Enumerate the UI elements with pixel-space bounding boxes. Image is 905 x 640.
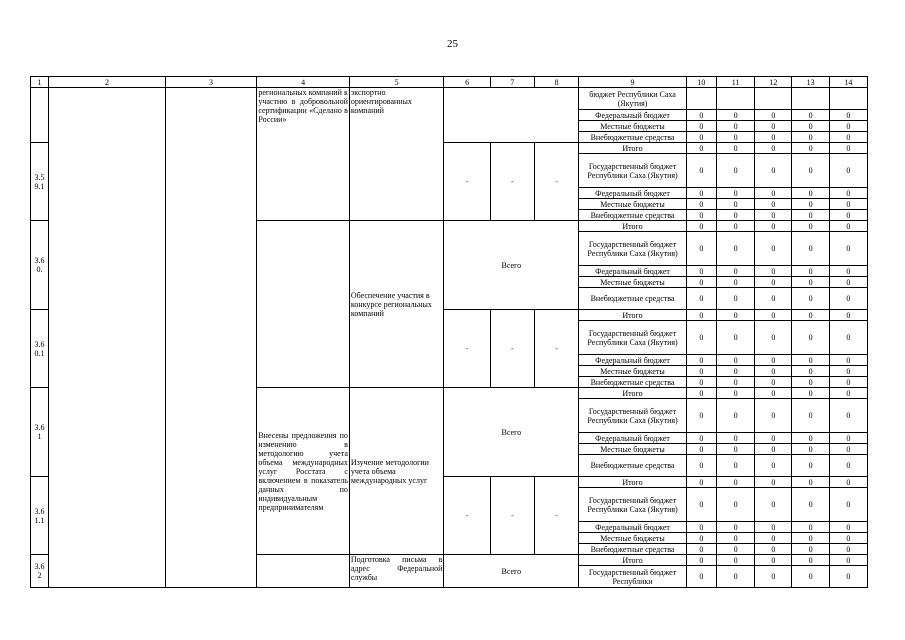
- item-code: 3.6 1.1: [31, 477, 49, 555]
- value-cell: 0: [755, 533, 792, 544]
- value-cell: 0: [829, 277, 867, 288]
- dash-cell: -: [534, 477, 578, 555]
- funding-source-cell: Итого: [579, 221, 687, 232]
- funding-source-cell: Федеральный бюджет: [579, 266, 687, 277]
- value-cell: 0: [829, 132, 867, 143]
- value-cell: 0: [755, 210, 792, 221]
- value-cell: 0: [686, 143, 716, 154]
- funding-source-cell: Федеральный бюджет: [579, 188, 687, 199]
- funding-source-cell: Внебюджетные средства: [579, 377, 687, 388]
- activity-text: экспортно ориентированных компаний: [349, 88, 444, 221]
- result-cell: [257, 555, 350, 588]
- value-cell: 0: [755, 555, 792, 566]
- value-cell: 0: [792, 310, 829, 321]
- value-cell: 0: [755, 399, 792, 433]
- funding-source-cell: Государственный бюджет Республики Саха (Якутия): [579, 399, 687, 433]
- value-cell: 0: [717, 288, 755, 310]
- value-cell: 0: [755, 221, 792, 232]
- column-number-2: 2: [49, 77, 166, 88]
- funding-source-cell: Итого: [579, 143, 687, 154]
- header-row: [31, 77, 868, 88]
- value-cell: 0: [717, 522, 755, 533]
- value-cell: 0: [717, 210, 755, 221]
- funding-source-cell: Государственный бюджет Республики: [579, 566, 687, 588]
- value-cell: 0: [686, 444, 716, 455]
- all-cell: Всего: [444, 555, 579, 588]
- column-number-6: 6: [444, 77, 490, 88]
- value-cell: 0: [792, 533, 829, 544]
- funding-source-cell: Государственный бюджет Республики Саха (Якутия): [579, 321, 687, 355]
- value-cell: 0: [792, 132, 829, 143]
- funding-source-cell: Государственный бюджет Республики Саха (Якутия): [579, 232, 687, 266]
- funding-source-cell: Местные бюджеты: [579, 199, 687, 210]
- value-cell: 0: [686, 377, 716, 388]
- value-cell: 0: [717, 132, 755, 143]
- value-cell: 0: [755, 544, 792, 555]
- value-cell: 0: [829, 199, 867, 210]
- value-cell: 0: [829, 366, 867, 377]
- funding-source-cell: Внебюджетные средства: [579, 455, 687, 477]
- dash-cell: -: [534, 143, 578, 221]
- value-cell: 0: [686, 277, 716, 288]
- value-cell: 0: [792, 522, 829, 533]
- item-code: 3.6 2: [31, 555, 49, 588]
- value-cell: 0: [792, 232, 829, 266]
- result-cell: [257, 221, 350, 388]
- table-cell: [444, 88, 579, 143]
- value-cell: 0: [717, 455, 755, 477]
- value-cell: 0: [755, 566, 792, 588]
- value-cell: 0: [686, 566, 716, 588]
- value-cell: 0: [829, 355, 867, 366]
- value-cell: 0: [829, 110, 867, 121]
- funding-source-cell: Федеральный бюджет: [579, 355, 687, 366]
- value-cell: [717, 88, 755, 110]
- column-number-12: 12: [755, 77, 792, 88]
- funding-source-cell: Государственный бюджет Республики Саха (Якутия): [579, 488, 687, 522]
- value-cell: 0: [755, 310, 792, 321]
- value-cell: 0: [686, 488, 716, 522]
- dash-cell: -: [490, 477, 534, 555]
- value-cell: 0: [717, 533, 755, 544]
- value-cell: 0: [755, 277, 792, 288]
- funding-source-cell: Внебюджетные средства: [579, 132, 687, 143]
- value-cell: 0: [717, 566, 755, 588]
- value-cell: 0: [829, 566, 867, 588]
- result-text: региональных компаний к участию в добровольной сертификации «Сделано в России»: [257, 88, 350, 221]
- value-cell: 0: [829, 377, 867, 388]
- column-number-7: 7: [490, 77, 534, 88]
- value-cell: 0: [755, 488, 792, 522]
- dash-cell: -: [490, 310, 534, 388]
- funding-source-cell: Внебюджетные средства: [579, 210, 687, 221]
- value-cell: 0: [717, 488, 755, 522]
- value-cell: 0: [686, 366, 716, 377]
- value-cell: 0: [686, 310, 716, 321]
- value-cell: 0: [686, 188, 716, 199]
- funding-source-cell: Федеральный бюджет: [579, 110, 687, 121]
- value-cell: 0: [717, 277, 755, 288]
- result-text: Внесены предложения по изменению в методологию учета объема международных услуг Росстата с включением в показатель данных по индивидуальным предпринимателям: [257, 388, 350, 555]
- funding-source-cell: Местные бюджеты: [579, 121, 687, 132]
- value-cell: 0: [686, 232, 716, 266]
- value-cell: 0: [686, 132, 716, 143]
- value-cell: 0: [792, 210, 829, 221]
- col3-cell: [165, 88, 257, 588]
- value-cell: 0: [717, 377, 755, 388]
- value-cell: 0: [686, 210, 716, 221]
- all-cell: Всего: [444, 221, 579, 310]
- activity-text: Подготовка письма в адрес Федеральной службы: [349, 555, 444, 588]
- value-cell: 0: [755, 321, 792, 355]
- value-cell: 0: [717, 555, 755, 566]
- value-cell: 0: [686, 221, 716, 232]
- value-cell: 0: [686, 154, 716, 188]
- value-cell: 0: [792, 188, 829, 199]
- value-cell: 0: [829, 221, 867, 232]
- value-cell: 0: [792, 321, 829, 355]
- funding-source-cell: Федеральный бюджет: [579, 433, 687, 444]
- value-cell: 0: [792, 377, 829, 388]
- value-cell: 0: [717, 321, 755, 355]
- column-number-5: 5: [349, 77, 444, 88]
- all-cell: Всего: [444, 388, 579, 477]
- value-cell: 0: [792, 221, 829, 232]
- value-cell: 0: [829, 188, 867, 199]
- activity-text: Изучение методологии учета объема международных услуг: [349, 388, 444, 555]
- value-cell: 0: [755, 154, 792, 188]
- value-cell: [755, 88, 792, 110]
- value-cell: 0: [717, 388, 755, 399]
- funding-source-cell: Местные бюджеты: [579, 366, 687, 377]
- value-cell: 0: [829, 210, 867, 221]
- value-cell: 0: [829, 455, 867, 477]
- value-cell: 0: [686, 455, 716, 477]
- value-cell: 0: [755, 522, 792, 533]
- value-cell: 0: [755, 266, 792, 277]
- value-cell: 0: [686, 399, 716, 433]
- value-cell: 0: [686, 110, 716, 121]
- value-cell: 0: [717, 355, 755, 366]
- value-cell: 0: [686, 533, 716, 544]
- table-cell: [31, 88, 49, 143]
- column-number-4: 4: [257, 77, 350, 88]
- value-cell: 0: [792, 455, 829, 477]
- value-cell: 0: [755, 288, 792, 310]
- value-cell: [829, 88, 867, 110]
- value-cell: 0: [829, 444, 867, 455]
- value-cell: 0: [829, 555, 867, 566]
- value-cell: 0: [829, 232, 867, 266]
- value-cell: 0: [829, 321, 867, 355]
- value-cell: 0: [717, 477, 755, 488]
- value-cell: 0: [755, 188, 792, 199]
- value-cell: 0: [686, 266, 716, 277]
- funding-source-cell: Внебюджетные средства: [579, 544, 687, 555]
- value-cell: 0: [686, 555, 716, 566]
- value-cell: 0: [686, 522, 716, 533]
- value-cell: 0: [717, 143, 755, 154]
- dash-cell: -: [444, 310, 490, 388]
- value-cell: 0: [792, 366, 829, 377]
- item-code: 3.6 0.: [31, 221, 49, 310]
- value-cell: 0: [829, 121, 867, 132]
- column-number-3: 3: [165, 77, 257, 88]
- value-cell: 0: [755, 121, 792, 132]
- value-cell: 0: [686, 477, 716, 488]
- value-cell: 0: [792, 154, 829, 188]
- value-cell: 0: [792, 121, 829, 132]
- value-cell: 0: [829, 399, 867, 433]
- column-number-14: 14: [829, 77, 867, 88]
- funding-source-cell: бюджет Республики Саха (Якутия): [579, 88, 687, 110]
- funding-source-cell: Местные бюджеты: [579, 444, 687, 455]
- value-cell: 0: [829, 544, 867, 555]
- column-number-8: 8: [534, 77, 578, 88]
- value-cell: 0: [755, 132, 792, 143]
- value-cell: 0: [792, 544, 829, 555]
- value-cell: 0: [792, 266, 829, 277]
- value-cell: [792, 88, 829, 110]
- activity-text: Обеспечение участия в конкурсе региональных компаний: [349, 221, 444, 388]
- value-cell: 0: [792, 355, 829, 366]
- value-cell: 0: [829, 488, 867, 522]
- funding-source-cell: Государственный бюджет Республики Саха (Якутия): [579, 154, 687, 188]
- value-cell: 0: [829, 477, 867, 488]
- value-cell: 0: [686, 388, 716, 399]
- value-cell: 0: [717, 544, 755, 555]
- value-cell: 0: [792, 488, 829, 522]
- value-cell: 0: [792, 199, 829, 210]
- value-cell: 0: [717, 188, 755, 199]
- col2-cell: [49, 88, 166, 588]
- item-code: 3.6 0.1: [31, 310, 49, 388]
- dash-cell: -: [534, 310, 578, 388]
- value-cell: 0: [717, 154, 755, 188]
- item-code: 3.5 9.1: [31, 143, 49, 221]
- value-cell: 0: [755, 199, 792, 210]
- value-cell: 0: [792, 143, 829, 154]
- funding-source-cell: Внебюджетные средства: [579, 288, 687, 310]
- value-cell: 0: [829, 154, 867, 188]
- value-cell: 0: [717, 121, 755, 132]
- value-cell: 0: [755, 366, 792, 377]
- column-number-1: 1: [31, 77, 49, 88]
- value-cell: 0: [717, 110, 755, 121]
- value-cell: 0: [717, 266, 755, 277]
- dash-cell: -: [490, 143, 534, 221]
- column-number-11: 11: [717, 77, 755, 88]
- funding-source-cell: Итого: [579, 555, 687, 566]
- value-cell: 0: [686, 288, 716, 310]
- value-cell: 0: [755, 444, 792, 455]
- value-cell: 0: [792, 110, 829, 121]
- value-cell: 0: [792, 444, 829, 455]
- budget-table: [30, 76, 868, 588]
- value-cell: 0: [792, 388, 829, 399]
- value-cell: 0: [792, 555, 829, 566]
- value-cell: 0: [792, 288, 829, 310]
- value-cell: 0: [717, 433, 755, 444]
- value-cell: 0: [829, 522, 867, 533]
- value-cell: 0: [755, 110, 792, 121]
- value-cell: 0: [829, 310, 867, 321]
- value-cell: 0: [755, 232, 792, 266]
- value-cell: 0: [792, 477, 829, 488]
- value-cell: 0: [755, 388, 792, 399]
- value-cell: 0: [755, 377, 792, 388]
- value-cell: 0: [755, 477, 792, 488]
- funding-source-cell: Итого: [579, 388, 687, 399]
- value-cell: 0: [755, 433, 792, 444]
- value-cell: 0: [686, 433, 716, 444]
- value-cell: 0: [686, 544, 716, 555]
- funding-source-cell: Федеральный бюджет: [579, 522, 687, 533]
- value-cell: 0: [792, 433, 829, 444]
- value-cell: 0: [717, 221, 755, 232]
- value-cell: [686, 88, 716, 110]
- value-cell: 0: [717, 399, 755, 433]
- column-number-13: 13: [792, 77, 829, 88]
- item-code: 3.6 1: [31, 388, 49, 477]
- value-cell: 0: [829, 388, 867, 399]
- value-cell: 0: [717, 232, 755, 266]
- dash-cell: -: [444, 477, 490, 555]
- value-cell: 0: [717, 366, 755, 377]
- value-cell: 0: [717, 444, 755, 455]
- funding-source-cell: Итого: [579, 310, 687, 321]
- value-cell: 0: [755, 355, 792, 366]
- funding-source-cell: Итого: [579, 477, 687, 488]
- value-cell: 0: [829, 533, 867, 544]
- value-cell: 0: [829, 143, 867, 154]
- value-cell: 0: [686, 199, 716, 210]
- value-cell: 0: [829, 288, 867, 310]
- page-number: 25: [447, 38, 458, 50]
- value-cell: 0: [829, 433, 867, 444]
- dash-cell: -: [444, 143, 490, 221]
- value-cell: 0: [717, 199, 755, 210]
- value-cell: 0: [792, 566, 829, 588]
- column-number-10: 10: [686, 77, 716, 88]
- value-cell: 0: [792, 277, 829, 288]
- value-cell: 0: [792, 399, 829, 433]
- value-cell: 0: [686, 321, 716, 355]
- value-cell: 0: [755, 455, 792, 477]
- table-row: [31, 88, 868, 110]
- value-cell: 0: [717, 310, 755, 321]
- value-cell: 0: [829, 266, 867, 277]
- value-cell: 0: [686, 121, 716, 132]
- funding-source-cell: Местные бюджеты: [579, 277, 687, 288]
- funding-source-cell: Местные бюджеты: [579, 533, 687, 544]
- value-cell: 0: [686, 355, 716, 366]
- column-number-9: 9: [579, 77, 687, 88]
- value-cell: 0: [755, 143, 792, 154]
